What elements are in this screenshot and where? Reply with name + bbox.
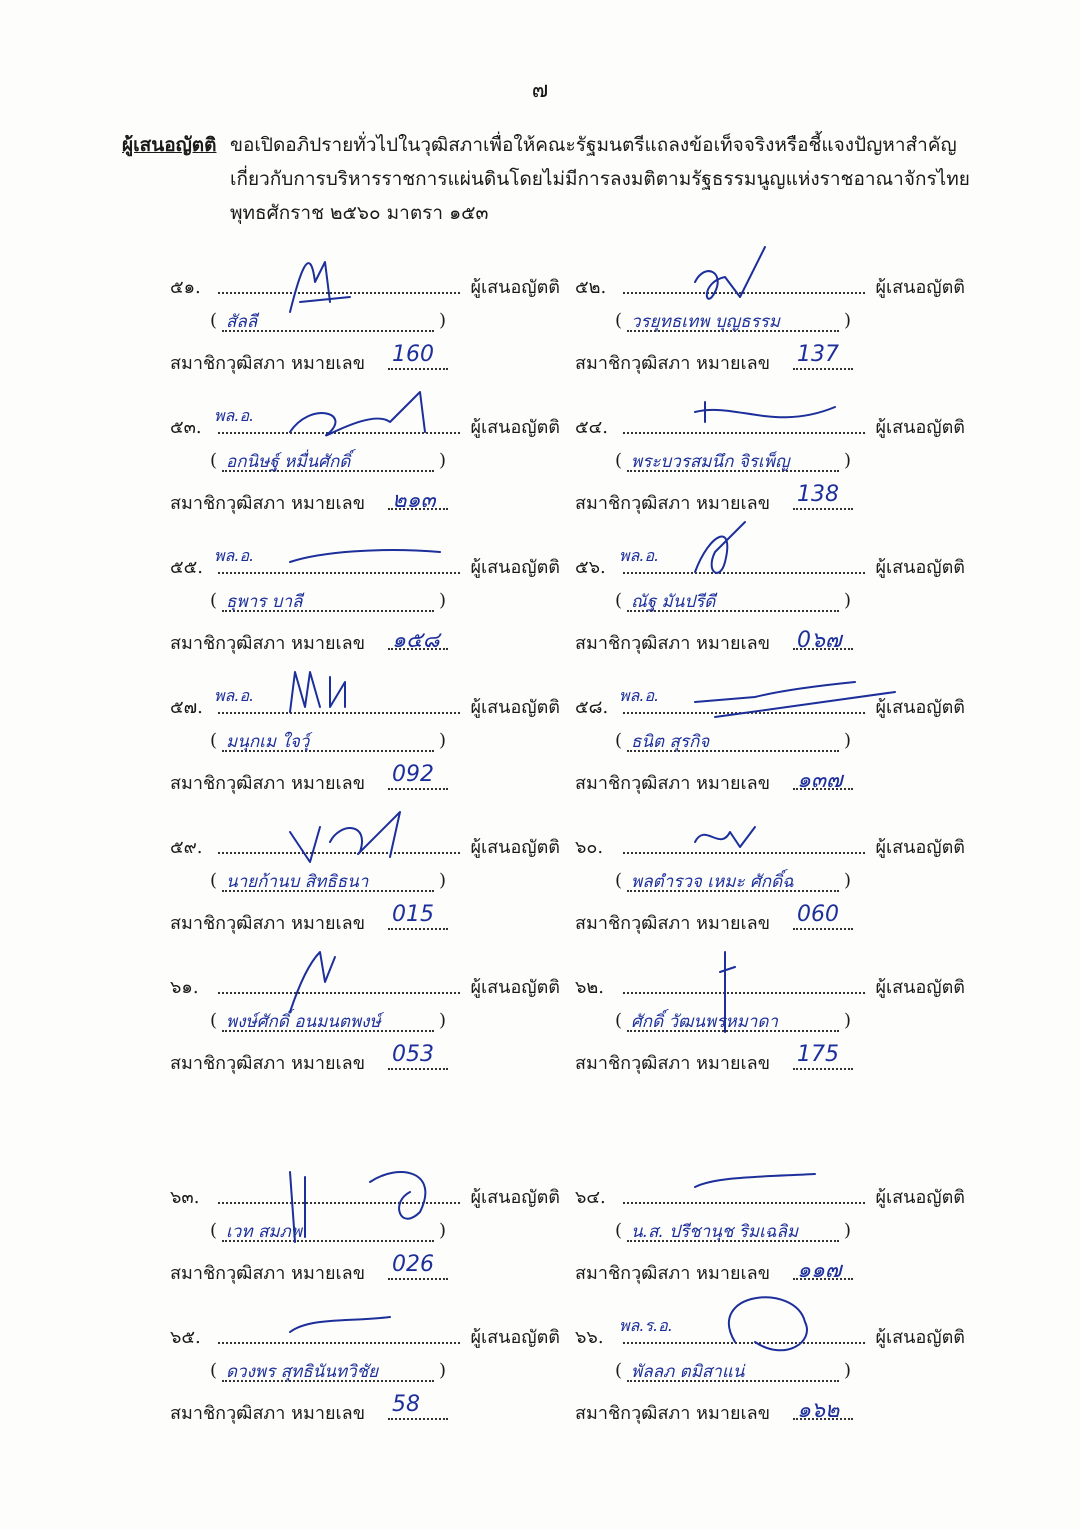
motion-header [122, 128, 972, 230]
close-paren: ) [438, 870, 446, 891]
close-paren: ) [843, 1360, 851, 1381]
header-line: พุทธศักราช ๒๕๖๐ มาตรา ๑๕๓ [230, 202, 489, 224]
entry-number: ๖๐. [575, 837, 604, 858]
member-line [575, 768, 965, 798]
role-label: ผู้เสนอญัตติ [470, 977, 560, 998]
signature-image [685, 382, 905, 452]
signature-image [280, 242, 500, 312]
member-line [170, 488, 560, 518]
handwritten-member-no: 175 [797, 1042, 839, 1067]
member-line [575, 1048, 965, 1078]
handwritten-name: นายก้านบ สิทธิธนา [226, 872, 369, 892]
handwritten-name: อกนิษฐ์ หมื่นศักดิ์ [226, 452, 351, 472]
signature-image [685, 662, 905, 732]
signature-entry [575, 412, 965, 522]
role-label: ผู้เสนอญัตติ [875, 837, 965, 858]
open-paren: ( [210, 1360, 218, 1381]
open-paren: ( [210, 450, 218, 471]
handwritten-name: น.ส. ปรีชานุช ริมเฉลิม [631, 1222, 799, 1242]
entry-number: ๖๕. [170, 1327, 201, 1348]
signature-entry [170, 1182, 560, 1292]
open-paren: ( [615, 450, 623, 471]
role-label: ผู้เสนอญัตติ [875, 417, 965, 438]
entry-number: ๕๓. [170, 417, 202, 438]
open-paren: ( [615, 1220, 623, 1241]
role-label: ผู้เสนอญัตติ [875, 1327, 965, 1348]
close-paren: ) [438, 1010, 446, 1031]
handwritten-name: พลตำรวจ เหมะ ศักดิ์ฉ [631, 872, 794, 892]
entry-number: ๕๙. [170, 837, 203, 858]
member-no-label: สมาชิกวุฒิสภา หมายเลข [170, 1263, 365, 1284]
handwritten-member-no: ๑๓๗ [797, 768, 843, 793]
signature-entry [170, 972, 560, 1082]
member-line [575, 628, 965, 658]
close-paren: ) [438, 310, 446, 331]
close-paren: ) [843, 870, 851, 891]
close-paren: ) [438, 590, 446, 611]
dotted-line [793, 928, 853, 930]
member-line [170, 1048, 560, 1078]
dotted-line [793, 368, 853, 370]
handwritten-prefix: พล.อ. [619, 686, 660, 705]
entry-number: ๕๕. [170, 557, 203, 578]
header-line: เกี่ยวกับการบริหารราชการแผ่นดินโดยไม่มีการลงมติตามรัฐธรรมนูญแห่งราชอาณาจักรไทย [230, 168, 970, 190]
member-no-label: สมาชิกวุฒิสภา หมายเลข [170, 353, 365, 374]
handwritten-member-no: ๑๑๗ [797, 1258, 842, 1283]
entry-number: ๕๘. [575, 697, 609, 718]
handwritten-prefix: พล.ร.อ. [619, 1316, 673, 1335]
member-no-label: สมาชิกวุฒิสภา หมายเลข [575, 913, 770, 934]
handwritten-member-no: 160 [392, 342, 434, 367]
role-label: ผู้เสนอญัตติ [875, 557, 965, 578]
member-no-label: สมาชิกวุฒิสภา หมายเลข [575, 493, 770, 514]
entry-number: ๖๔. [575, 1187, 606, 1208]
header-text [230, 128, 972, 230]
handwritten-name: ดวงพร สุทธินันทวิชัย [226, 1362, 379, 1382]
role-label: ผู้เสนอญัตติ [470, 557, 560, 578]
member-no-label: สมาชิกวุฒิสภา หมายเลข [170, 1403, 365, 1424]
entry-number: ๖๑. [170, 977, 199, 998]
dotted-line [388, 1418, 448, 1420]
open-paren: ( [210, 870, 218, 891]
signature-image [280, 1292, 500, 1362]
role-label: ผู้เสนอญัตติ [875, 1187, 965, 1208]
open-paren: ( [615, 870, 623, 891]
close-paren: ) [438, 730, 446, 751]
signature-image [685, 522, 905, 592]
handwritten-name: มนุกเม ใจวุ์ [226, 732, 310, 752]
handwritten-name: ณัฐ มันปรีดี [631, 592, 716, 612]
member-no-label: สมาชิกวุฒิสภา หมายเลข [575, 353, 770, 374]
role-label: ผู้เสนอญัตติ [470, 277, 560, 298]
signature-entry [170, 686, 560, 802]
signature-entry [170, 272, 560, 382]
signature-image [280, 662, 500, 732]
signature-entry [575, 832, 965, 942]
close-paren: ) [843, 590, 851, 611]
role-label: ผู้เสนอญัตติ [875, 277, 965, 298]
member-line [170, 1258, 560, 1288]
dotted-line [388, 788, 448, 790]
handwritten-prefix: พล.อ. [214, 406, 255, 425]
member-line [575, 1398, 965, 1428]
handwritten-member-no: 026 [392, 1252, 434, 1277]
dotted-line [388, 928, 448, 930]
close-paren: ) [843, 730, 851, 751]
entry-number: ๕๗. [170, 697, 203, 718]
signature-image [280, 802, 500, 872]
member-line [170, 908, 560, 938]
signature-image [685, 242, 905, 312]
handwritten-name: พระบวรสมนึก จิรเพ็ญ [631, 452, 790, 472]
member-line [170, 768, 560, 798]
member-no-label: สมาชิกวุฒิสภา หมายเลข [575, 633, 770, 654]
signature-entry [575, 546, 965, 662]
open-paren: ( [615, 730, 623, 751]
signature-image [280, 382, 500, 452]
role-label: ผู้เสนอญัตติ [470, 1327, 560, 1348]
handwritten-member-no: 58 [392, 1392, 420, 1417]
handwritten-name: เวท สมภพ [226, 1222, 302, 1242]
signature-image [685, 942, 905, 1012]
signature-entry [170, 832, 560, 942]
close-paren: ) [438, 1360, 446, 1381]
handwritten-member-no: ๑๖๒ [797, 1398, 840, 1423]
dotted-line [388, 368, 448, 370]
role-label: ผู้เสนอญัตติ [875, 697, 965, 718]
open-paren: ( [615, 310, 623, 331]
role-label: ผู้เสนอญัตติ [470, 1187, 560, 1208]
handwritten-name: สัลลี [226, 312, 258, 332]
signature-image [685, 1292, 905, 1362]
signature-entry [170, 406, 560, 522]
handwritten-prefix: พล.อ. [619, 546, 660, 565]
close-paren: ) [843, 1220, 851, 1241]
signature-image [280, 1152, 500, 1222]
handwritten-member-no: 092 [392, 762, 434, 787]
handwritten-member-no: 137 [797, 342, 839, 367]
handwritten-member-no: 060 [797, 902, 839, 927]
handwritten-member-no: 053 [392, 1042, 434, 1067]
dotted-line [388, 1068, 448, 1070]
close-paren: ) [843, 310, 851, 331]
signature-image [280, 942, 500, 1012]
role-label: ผู้เสนอญัตติ [470, 417, 560, 438]
open-paren: ( [210, 1220, 218, 1241]
close-paren: ) [843, 1010, 851, 1031]
signature-entry [575, 686, 965, 802]
member-no-label: สมาชิกวุฒิสภา หมายเลข [170, 633, 365, 654]
dotted-line [793, 1068, 853, 1070]
handwritten-member-no: 015 [392, 902, 434, 927]
entry-number: ๕๖. [575, 557, 606, 578]
close-paren: ) [438, 450, 446, 471]
role-label: ผู้เสนอญัตติ [470, 697, 560, 718]
handwritten-member-no: 138 [797, 482, 839, 507]
signature-entry [575, 1316, 965, 1432]
dotted-line [388, 1278, 448, 1280]
member-line [575, 908, 965, 938]
page-number: ๗ [531, 78, 549, 103]
entry-number: ๖๒. [575, 977, 605, 998]
close-paren: ) [438, 1220, 446, 1241]
role-label: ผู้เสนอญัตติ [875, 977, 965, 998]
member-line [170, 1398, 560, 1428]
handwritten-member-no: ๑๕๘ [392, 628, 440, 653]
handwritten-member-no: 0๖๗ [797, 628, 842, 653]
signature-entry [170, 546, 560, 662]
member-no-label: สมาชิกวุฒิสภา หมายเลข [170, 913, 365, 934]
open-paren: ( [210, 590, 218, 611]
handwritten-name: ศักดิ์ วัฒนพรหมาดา [631, 1012, 778, 1032]
member-no-label: สมาชิกวุฒิสภา หมายเลข [575, 1263, 770, 1284]
close-paren: ) [843, 450, 851, 471]
dotted-line [793, 508, 853, 510]
entry-number: ๖๖. [575, 1327, 604, 1348]
member-no-label: สมาชิกวุฒิสภา หมายเลข [575, 1053, 770, 1074]
member-line [575, 488, 965, 518]
member-line [575, 348, 965, 378]
open-paren: ( [615, 1360, 623, 1381]
signature-image [685, 1152, 905, 1222]
entry-number: ๕๔. [575, 417, 608, 438]
handwritten-prefix: พล.อ. [214, 686, 255, 705]
open-paren: ( [615, 1010, 623, 1031]
handwritten-name: พัลลภ ตมิสาแน่ [631, 1362, 745, 1382]
entry-number: ๕๑. [170, 277, 201, 298]
signature-entry [170, 1322, 560, 1432]
member-no-label: สมาชิกวุฒิสภา หมายเลข [170, 1053, 365, 1074]
role-label: ผู้เสนอญัตติ [470, 837, 560, 858]
header-line: ขอเปิดอภิปรายทั่วไปในวุฒิสภาเพื่อให้คณะรัฐมนตรีแถลงข้อเท็จจริงหรือชี้แจงปัญหาสำคัญ [230, 134, 957, 156]
open-paren: ( [210, 310, 218, 331]
open-paren: ( [210, 730, 218, 751]
handwritten-name: พงษ์ศักดิ์ อนมนตพงษ์ [226, 1012, 381, 1032]
signature-entry [575, 272, 965, 382]
signature-entry [575, 972, 965, 1082]
signature-entry [575, 1182, 965, 1292]
open-paren: ( [615, 590, 623, 611]
open-paren: ( [210, 1010, 218, 1031]
header-label: ผู้เสนอญัตติ [122, 134, 217, 156]
handwritten-name: วรยุทธเทพ บุญธรรม [631, 312, 780, 332]
member-line [575, 1258, 965, 1288]
handwritten-name: ธุพาร บาลี [226, 592, 303, 612]
handwritten-name: ธนิต สุรกิจ [631, 732, 710, 752]
handwritten-member-no: ๒๑๓ [392, 488, 436, 513]
entry-number: ๖๓. [170, 1187, 200, 1208]
member-line [170, 628, 560, 658]
entry-number: ๕๒. [575, 277, 607, 298]
member-no-label: สมาชิกวุฒิสภา หมายเลข [575, 773, 770, 794]
member-no-label: สมาชิกวุฒิสภา หมายเลข [170, 493, 365, 514]
signature-image [685, 802, 905, 872]
handwritten-prefix: พล.อ. [214, 546, 255, 565]
member-no-label: สมาชิกวุฒิสภา หมายเลข [575, 1403, 770, 1424]
member-line [170, 348, 560, 378]
signature-image [280, 522, 500, 592]
member-no-label: สมาชิกวุฒิสภา หมายเลข [170, 773, 365, 794]
